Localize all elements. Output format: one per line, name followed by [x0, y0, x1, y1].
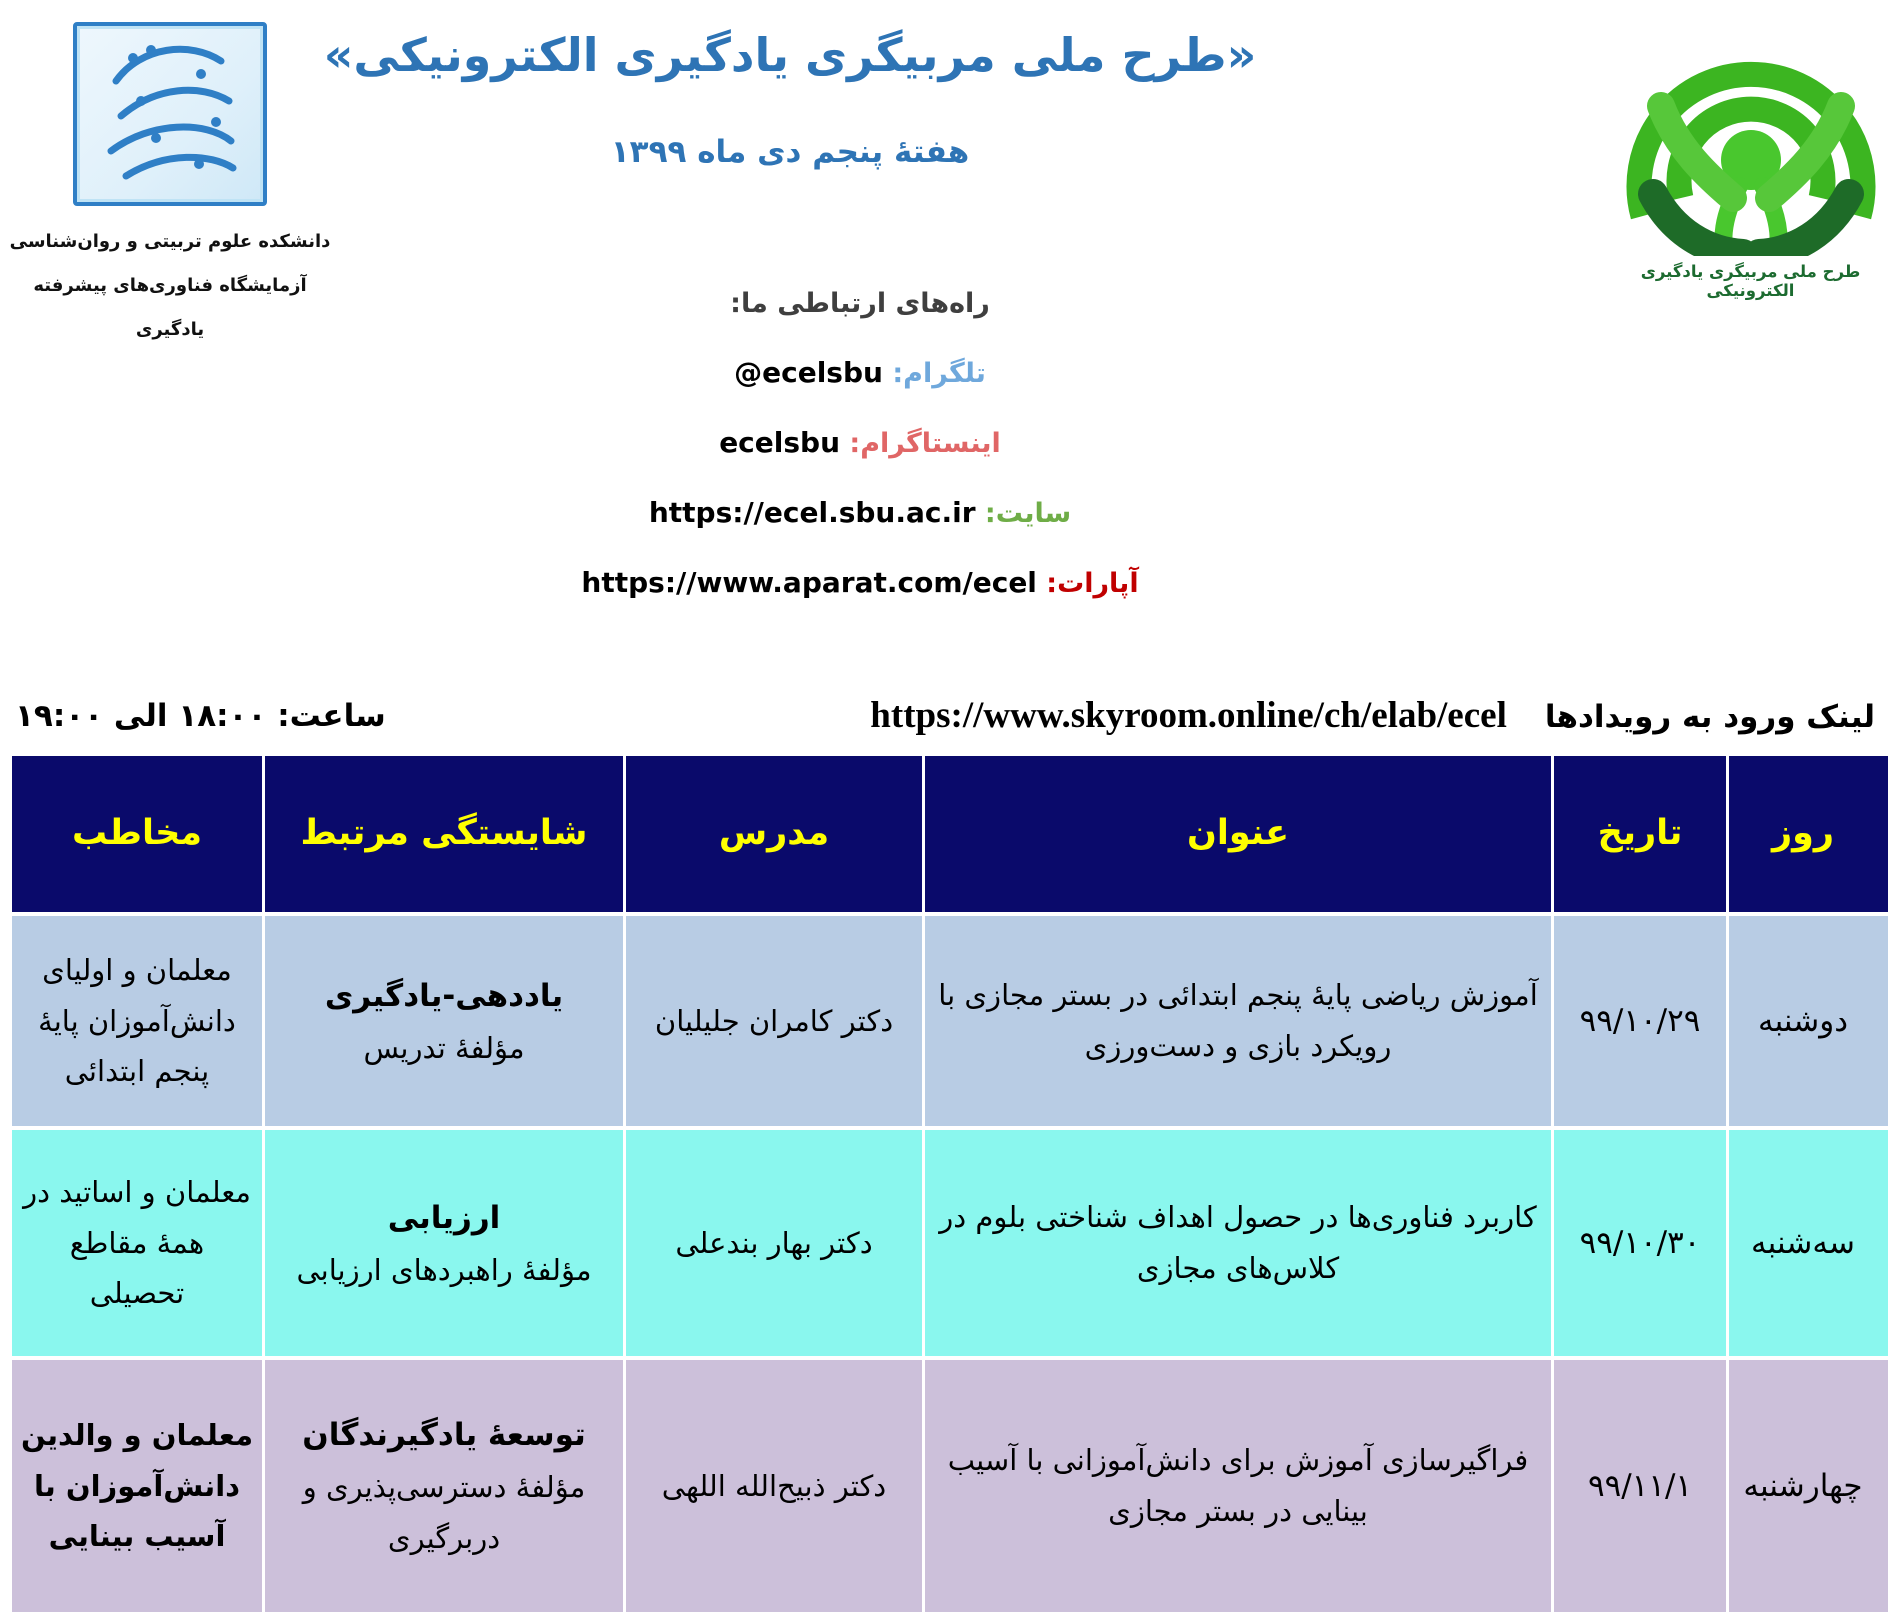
lab-name: آزمایشگاه فناوری‌های پیشرفته یادگیری: [33, 275, 307, 341]
university-logo-icon: [81, 26, 259, 194]
project-logo-icon: [1615, 8, 1887, 256]
competency-main: ارزیابی: [387, 1199, 501, 1236]
column-header-competency: شایستگی مرتبط: [265, 756, 623, 912]
contact-aparat: آپارات: https://www.aparat.com/ecel: [581, 566, 1139, 599]
edge-cell: [1876, 916, 1888, 1126]
column-header-date: تاریخ: [1554, 756, 1726, 912]
contact-website: سایت: https://ecel.sbu.ac.ir: [648, 496, 1072, 529]
page-subtitle: هفتهٔ پنجم دی ماه ۱۳۹۹: [610, 134, 970, 170]
cell-competency: [265, 1130, 623, 1356]
cell-date: ۹۹/۱۰/۲۹: [1554, 916, 1726, 1126]
competency-main: یاددهی-یادگیری: [324, 977, 564, 1014]
competency-main: توسعهٔ یادگیرندگان: [302, 1417, 586, 1454]
faculty-name: دانشکده علوم تربیتی و روان‌شناسی: [9, 231, 331, 252]
cell-day: سه‌شنبه: [1729, 1130, 1877, 1356]
aparat-label: آپارات: [1057, 568, 1139, 599]
website-label: سایت: [995, 498, 1072, 529]
page-title: «طرح ملی مربیگری یادگیری الکترونیکی»: [323, 28, 1257, 82]
competency-detail: مؤلفهٔ راهبردهای ارزیابی: [296, 1252, 592, 1287]
competency-detail: مؤلفهٔ دسترسی‌پذیری و دربرگیری: [302, 1470, 586, 1556]
edge-cell: [1876, 1130, 1888, 1356]
cell-day: چهارشنبه: [1729, 1360, 1877, 1612]
contact-heading: راه‌های ارتباطی ما:: [730, 288, 990, 319]
cell-competency: [265, 916, 623, 1126]
cell-date: ۹۹/۱۰/۳۰: [1554, 1130, 1726, 1356]
column-header-audience: مخاطب: [12, 756, 262, 912]
events-link-row: [870, 694, 1875, 737]
competency-detail: مؤلفهٔ تدریس: [363, 1030, 525, 1065]
aparat-url-link[interactable]: https://www.aparat.com/ecel: [581, 566, 1037, 599]
column-header-day: روز: [1729, 756, 1877, 912]
schedule-table: [12, 756, 1888, 1612]
cell-title: کاربرد فناوری‌ها در حصول اهداف شناختی بلوم در کلاس‌های مجازی: [925, 1130, 1551, 1356]
contact-block: [420, 288, 1300, 636]
header-edge-cell: [1876, 756, 1888, 912]
project-logo-caption: طرح ملی مربیگری یادگیری الکترونیکی: [1640, 262, 1861, 300]
events-link-label: لینک ورود به رویدادها: [1544, 699, 1875, 735]
cell-title: آموزش ریاضی پایهٔ پنجم ابتدائی در بستر مجازی با رویکرد بازی و دست‌ورزی: [925, 916, 1551, 1126]
cell-audience: معلمان و والدین دانش‌آموزان با آسیب بینایی: [12, 1360, 262, 1612]
skyroom-url-link[interactable]: https://www.skyroom.online/ch/elab/ecel: [870, 695, 1507, 736]
session-time: ساعت: ۱۸:۰۰ الی ۱۹:۰۰: [15, 698, 386, 734]
cell-audience: معلمان و اولیای دانش‌آموزان پایهٔ پنجم ابتدائی: [12, 916, 262, 1126]
cell-audience: معلمان و اساتید در همهٔ مقاطع تحصیلی: [12, 1130, 262, 1356]
telegram-handle: @ecelsbu: [734, 356, 883, 389]
website-url-link[interactable]: https://ecel.sbu.ac.ir: [648, 496, 976, 529]
contact-instagram: اینستاگرام: ecelsbu: [719, 426, 1001, 459]
instagram-handle: ecelsbu: [719, 426, 841, 459]
contact-telegram: تلگرام: @ecelsbu: [734, 356, 986, 389]
column-header-instructor: مدرس: [626, 756, 922, 912]
cell-instructor: دکتر بهار بندعلی: [626, 1130, 922, 1356]
project-logo-block: [1608, 8, 1893, 300]
column-header-title: عنوان: [925, 756, 1551, 912]
edge-cell: [1876, 1360, 1888, 1612]
cell-competency: [265, 1360, 623, 1612]
cell-instructor: دکتر ذبیح‌الله اللهی: [626, 1360, 922, 1612]
telegram-label: تلگرام: [903, 358, 986, 389]
cell-date: ۹۹/۱۱/۱: [1554, 1360, 1726, 1612]
instagram-label: اینستاگرام: [860, 428, 1001, 459]
university-logo: [73, 22, 267, 206]
cell-title: فراگیرسازی آموزش برای دانش‌آموزانی با آسیب بینایی در بستر مجازی: [925, 1360, 1551, 1612]
cell-instructor: دکتر کامران جلیلیان: [626, 916, 922, 1126]
cell-day: دوشنبه: [1729, 916, 1877, 1126]
